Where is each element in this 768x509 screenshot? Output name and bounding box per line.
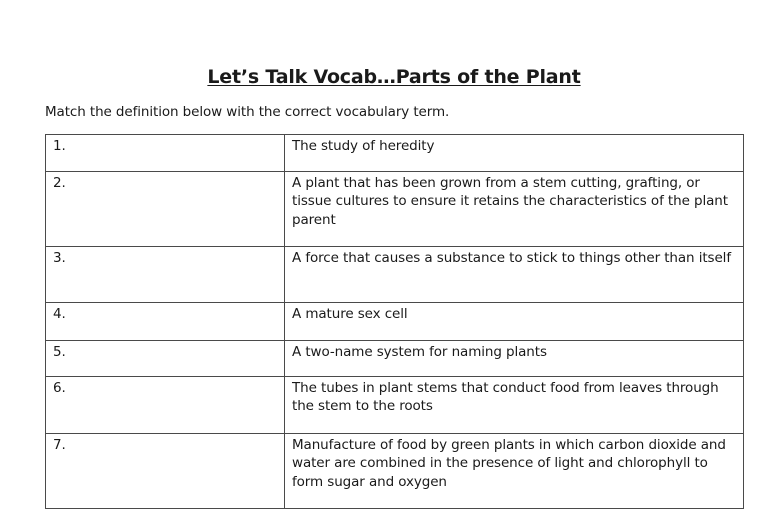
definition-cell: A mature sex cell [285,303,744,341]
instructions-text: Match the definition below with the correct vocabulary term. [45,104,450,120]
term-number-cell: 6. [46,377,285,434]
term-number-cell: 5. [46,341,285,377]
table-row [46,303,744,341]
table-row [46,434,744,509]
term-number-cell: 1. [46,135,285,172]
table-row [46,341,744,377]
table-row [46,135,744,172]
page-title: Let’s Talk Vocab…Parts of the Plant [207,66,581,88]
definition-cell: A force that causes a substance to stick to things other than itself [285,247,744,303]
table-row [46,172,744,247]
term-number-cell: 2. [46,172,285,247]
definition-cell: A plant that has been grown from a stem cutting, grafting, or tissue cultures to ensure it retains the characteristics of the plant parent [285,172,744,247]
table-row [46,247,744,303]
term-number-cell: 3. [46,247,285,303]
definition-cell: The tubes in plant stems that conduct food from leaves through the stem to the roots [285,377,744,434]
vocab-table [45,134,744,509]
term-number-cell: 4. [46,303,285,341]
definition-cell: A two-name system for naming plants [285,341,744,377]
definition-cell: The study of heredity [285,135,744,172]
term-number-cell: 7. [46,434,285,509]
definition-cell: Manufacture of food by green plants in which carbon dioxide and water are combined in the presence of light and chlorophyll to form sugar and oxygen [285,434,744,509]
table-row [46,377,744,434]
